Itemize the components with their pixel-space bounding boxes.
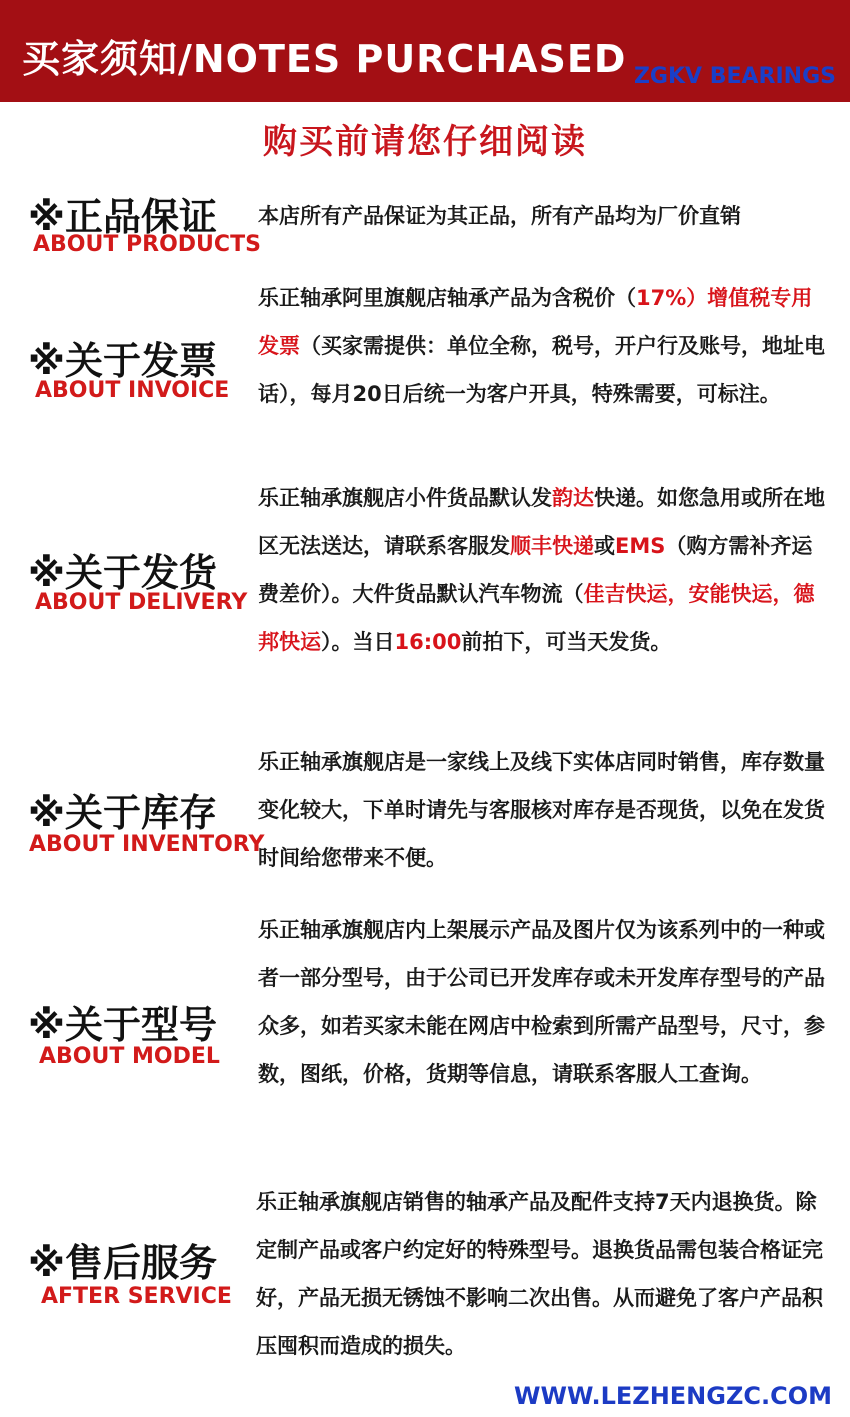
section-body bbox=[258, 192, 832, 240]
section-body bbox=[258, 474, 832, 666]
section-title-cn: ※正品保证 bbox=[28, 195, 217, 239]
body-text: 乐正轴承旗舰店内上架展示产品及图片仅为该系列中的一种或者一部分型号，由于公司已开发库存或未开发库存型号的产品众多，如若买家未能在网店中检索到所需产品型号，尺寸，参数，图纸，价格，货期等信息，请联系客服人工查询。 bbox=[258, 918, 825, 1086]
body-text: 乐正轴承阿里旗舰店轴承产品为含税价（ bbox=[258, 286, 636, 310]
highlighted-text: 佳吉快运，安能快运，德邦快运 bbox=[258, 582, 815, 654]
brand-name: ZGKV BEARINGS bbox=[633, 64, 836, 89]
section-body bbox=[256, 1178, 830, 1370]
section-model bbox=[0, 906, 850, 1152]
body-text: 乐正轴承旗舰店是一家线上及线下实体店同时销售，库存数量变化较大，下单时请先与客服核对库存是否现货，以免在发货时间给您带来不便。 bbox=[258, 750, 825, 870]
body-text: 本店所有产品保证为其正品，所有产品均为厂价直销 bbox=[258, 204, 741, 228]
section-title-cn: ※关于库存 bbox=[28, 791, 217, 835]
section-body bbox=[258, 738, 832, 882]
section-body bbox=[258, 906, 832, 1098]
highlighted-text: EMS bbox=[615, 534, 666, 558]
highlighted-text: 顺丰快递 bbox=[510, 534, 594, 558]
section-body bbox=[258, 274, 832, 418]
section-inventory bbox=[0, 738, 850, 886]
section-title-en: ABOUT MODEL bbox=[39, 1044, 220, 1069]
section-title-cn: ※关于发货 bbox=[28, 551, 217, 595]
section-title-cn: ※关于型号 bbox=[28, 1003, 217, 1047]
body-text: 乐正轴承旗舰店小件货品默认发 bbox=[258, 486, 552, 510]
highlighted-text: 16:00 bbox=[394, 630, 462, 654]
body-text: 快递。如您急用或所在地区无法送达，请联系客服发 bbox=[258, 486, 825, 558]
body-text: ）。当日 bbox=[321, 630, 395, 654]
highlighted-text: 17%）增值税专用发票 bbox=[258, 286, 813, 358]
highlighted-text: 韵达 bbox=[552, 486, 594, 510]
section-title-en: ABOUT DELIVERY bbox=[35, 590, 248, 615]
page-subtitle: 购买前请您仔细阅读 bbox=[263, 122, 587, 162]
body-text: （买家需提供：单位全称，税号，开户行及账号，地址电话），每月20日后统一为客户开具，特殊需要，可标注。 bbox=[258, 334, 825, 406]
header-title: 买家须知/NOTES PURCHASED bbox=[22, 37, 627, 81]
section-title-cn: ※关于发票 bbox=[28, 339, 217, 383]
section-products bbox=[0, 170, 850, 270]
section-invoice bbox=[0, 272, 850, 468]
section-title-en: ABOUT PRODUCTS bbox=[33, 232, 261, 257]
section-title-en: ABOUT INVOICE bbox=[35, 378, 230, 403]
website-url[interactable]: WWW.LEZHENGZC.COM bbox=[514, 1382, 832, 1410]
body-text: 前拍下，可当天发货。 bbox=[461, 630, 672, 654]
body-text: （购方需补齐运费差价）。大件货品默认汽车物流（ bbox=[258, 534, 813, 606]
section-title-cn: ※售后服务 bbox=[28, 1241, 217, 1285]
header-banner bbox=[0, 0, 850, 102]
section-title-en: ABOUT INVENTORY bbox=[29, 832, 265, 857]
section-after-service bbox=[0, 1178, 850, 1374]
section-title-en: AFTER SERVICE bbox=[41, 1284, 232, 1309]
body-text: 乐正轴承旗舰店销售的轴承产品及配件支持7天内退换货。除定制产品或客户约定好的特殊型号。退换货品需包装合格证完好，产品无损无锈蚀不影响二次出售。从而避免了客户产品积压囤积而造成的损失。 bbox=[256, 1190, 823, 1358]
body-text: 或 bbox=[594, 534, 615, 558]
section-delivery bbox=[0, 474, 850, 718]
